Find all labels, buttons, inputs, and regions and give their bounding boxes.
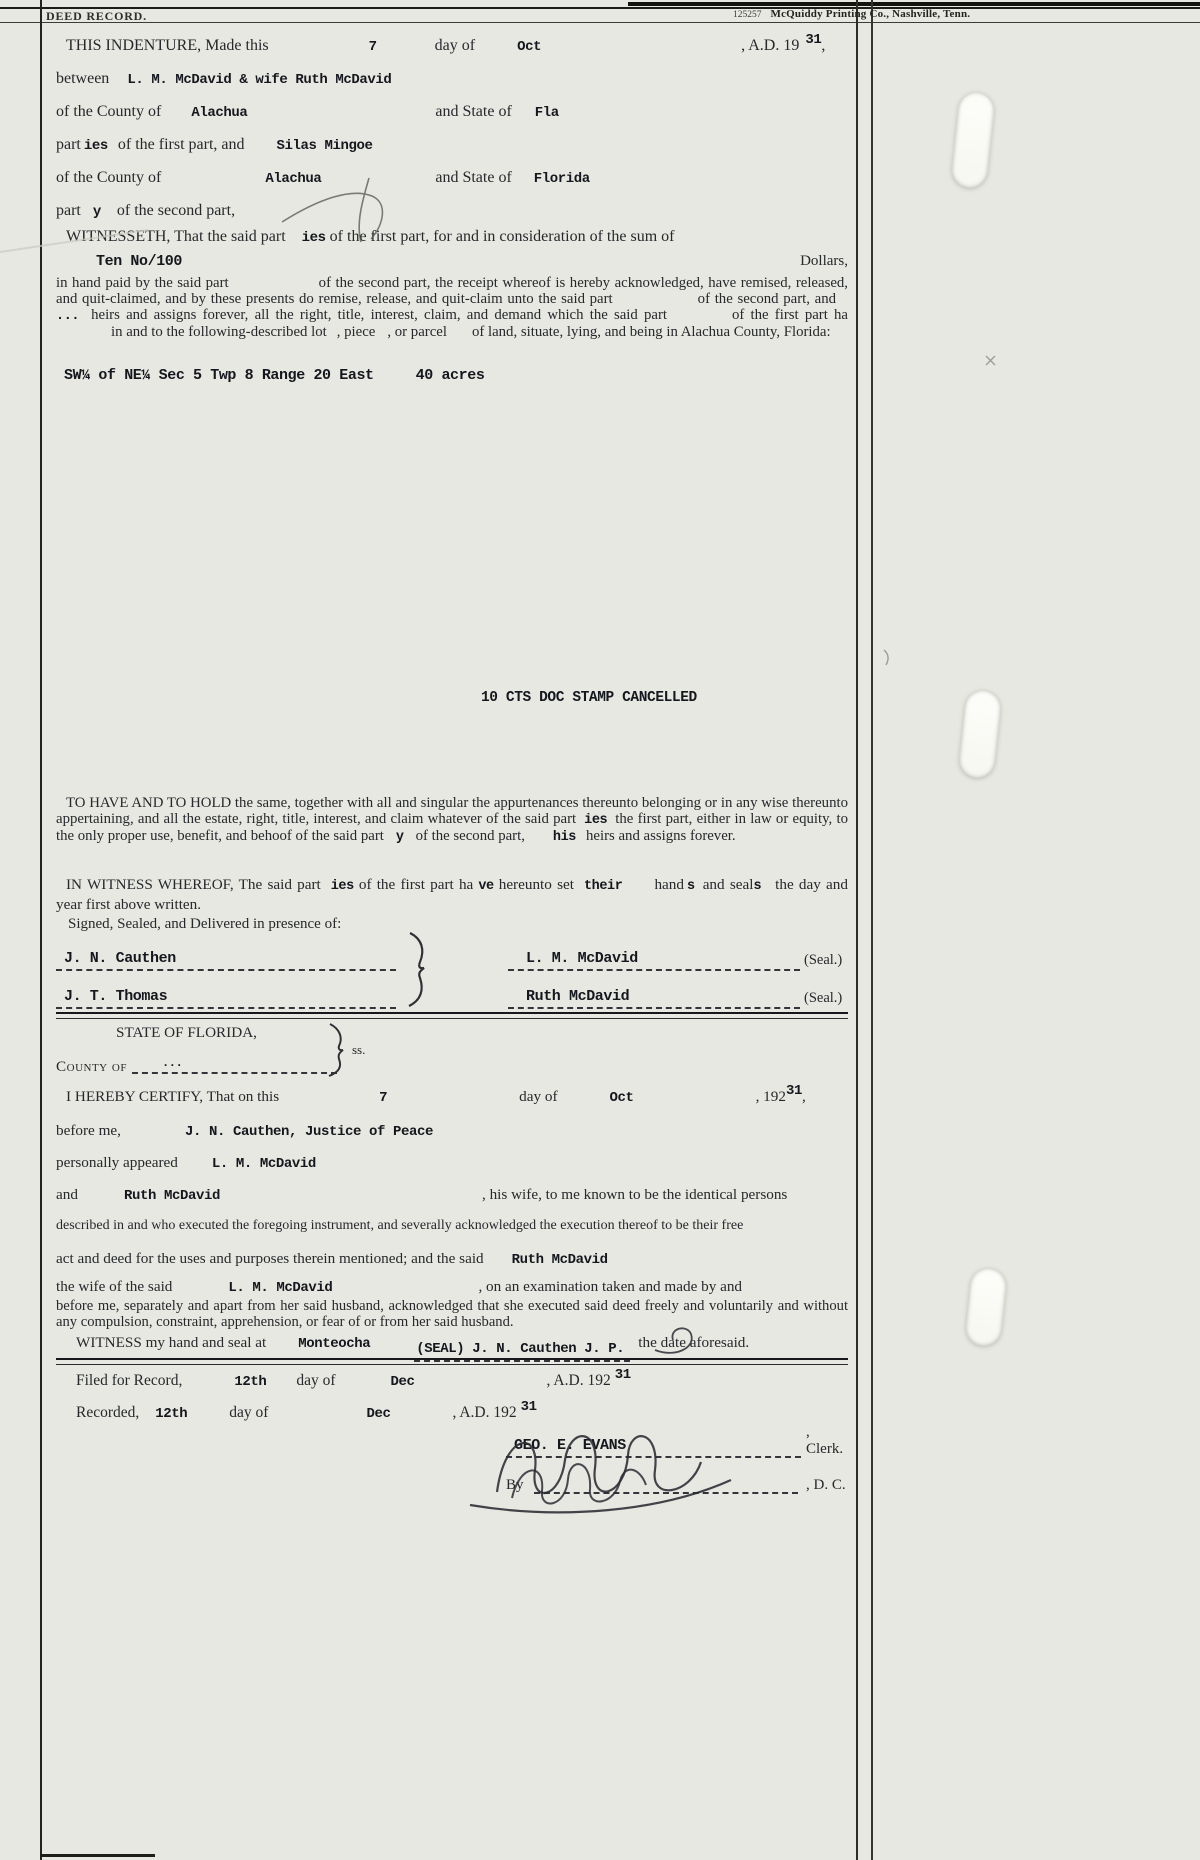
comma: , bbox=[821, 37, 826, 54]
bottom-edge-mark bbox=[40, 1854, 155, 1857]
place-entry: Monteocha bbox=[298, 1336, 371, 1352]
ad-label: , A.D. 19 bbox=[741, 37, 800, 54]
signature-block bbox=[56, 916, 848, 1015]
amount-entry: Ten No/100 bbox=[96, 253, 183, 270]
indenture-label: THIS INDENTURE, Made this bbox=[66, 37, 269, 54]
grantor-signature-line bbox=[508, 969, 800, 971]
para-text: heirs and assigns forever. bbox=[586, 827, 736, 844]
county-entry-2: Alachua bbox=[265, 171, 322, 187]
signature-row bbox=[56, 977, 848, 1015]
year-entry: 31 bbox=[785, 1083, 802, 1099]
wife-rest-label: , his wife, to me known to be the identical persons bbox=[481, 1186, 788, 1203]
stamp-note-line bbox=[56, 688, 848, 706]
county-entry-1: Alachua bbox=[191, 105, 248, 121]
margin-marks bbox=[884, 356, 995, 665]
county-of-label: County of bbox=[56, 1058, 127, 1075]
opening-section bbox=[56, 30, 848, 228]
witnesseth-label: WITNESSETH, That the said part bbox=[66, 228, 286, 245]
part-entry: ies bbox=[301, 230, 326, 246]
witness-signature-line bbox=[56, 1007, 396, 1009]
year-entry: 31 bbox=[805, 32, 822, 48]
exam-label: , on an examination taken and made by and bbox=[478, 1278, 743, 1295]
officer-seal-entry: (SEAL) J. N. Cauthen J. P. bbox=[416, 1341, 625, 1357]
dc-label: , D. C. bbox=[806, 1477, 846, 1493]
acknowledgment-section bbox=[56, 1024, 848, 1364]
binder-hole bbox=[964, 1266, 1008, 1347]
certify-label: I HEREBY CERTIFY, That on this bbox=[66, 1088, 280, 1105]
s-entry: s bbox=[753, 879, 762, 894]
para-text: of the first part ha bbox=[732, 306, 848, 323]
officer-entry: J. N. Cauthen, Justice of Peace bbox=[184, 1124, 433, 1140]
witnesseth-rest: of the first part, for and in consideration of the sum of bbox=[329, 228, 675, 245]
first-part-line bbox=[56, 129, 848, 162]
para-text: of the second part, and bbox=[697, 290, 836, 307]
clerk-label: , Clerk. bbox=[806, 1424, 844, 1457]
consideration-paragraph bbox=[56, 276, 848, 341]
filed-month-entry: Dec bbox=[390, 1374, 415, 1390]
filed-line bbox=[56, 1367, 848, 1390]
described-line bbox=[56, 1218, 848, 1234]
grantor-signature-line bbox=[508, 1007, 800, 1009]
deputy-line bbox=[56, 1466, 848, 1502]
and-label: and bbox=[56, 1186, 78, 1203]
witness-signature-1: J. N. Cauthen bbox=[64, 950, 176, 967]
acreage-entry: 40 acres bbox=[415, 367, 485, 384]
said-wife-entry: Ruth McDavid bbox=[511, 1252, 608, 1268]
para-text: the first part, either in law or equity, to the only proper use, benefit, and behoof of the said part bbox=[56, 810, 848, 844]
heirs-fill-entry: ... bbox=[56, 308, 80, 324]
top-rule-2 bbox=[0, 22, 1200, 23]
act-deed-label: act and deed for the uses and purposes therein mentioned; and the said bbox=[56, 1250, 484, 1267]
exam-paragraph bbox=[56, 1298, 848, 1330]
ad-label: , A.D. 192 bbox=[452, 1404, 517, 1421]
testimonium-paragraph bbox=[56, 876, 848, 913]
appeared-line bbox=[56, 1154, 848, 1172]
witness-at-label: WITNESS my hand and seal at bbox=[76, 1334, 267, 1351]
wife-entry: Ruth McDavid bbox=[123, 1188, 220, 1204]
month-entry: Oct bbox=[517, 39, 542, 55]
para-text: IN WITNESS WHEREOF, The said part bbox=[66, 876, 321, 893]
their-entry: their bbox=[583, 879, 623, 894]
grantors-entry: L. M. McDavid & wife Ruth McDavid bbox=[127, 72, 392, 88]
appeared-label: personally appeared bbox=[56, 1154, 178, 1171]
grantee-entry: Silas Mingoe bbox=[276, 138, 373, 154]
printer-name: McQuiddy Printing Co., Nashville, Tenn. bbox=[770, 8, 971, 20]
between-line bbox=[56, 63, 848, 96]
section-divider bbox=[56, 1358, 848, 1365]
part-label-1: part bbox=[56, 136, 81, 153]
part-entry: ies bbox=[330, 879, 354, 894]
recorded-label: Recorded, bbox=[76, 1404, 140, 1421]
clerk-signature-line bbox=[506, 1456, 801, 1458]
part-entry: y bbox=[395, 829, 404, 845]
second-part-label: of the second part, bbox=[116, 202, 236, 219]
county-fill-entry: ... bbox=[161, 1056, 183, 1070]
seal-label: (Seal.) bbox=[804, 952, 843, 968]
part-entry: ies bbox=[584, 812, 608, 828]
before-me-label: before me, bbox=[56, 1122, 121, 1139]
state-line bbox=[56, 1024, 848, 1057]
para-text: the day and year first above written. bbox=[56, 876, 848, 913]
grantor-signature-1: L. M. McDavid bbox=[526, 950, 638, 967]
para-text: , piece bbox=[336, 323, 376, 340]
habendum-paragraph bbox=[56, 796, 848, 846]
described-text: described in and who executed the foregoing instrument, and severally acknowledged the execution thereof to be their free bbox=[56, 1218, 744, 1233]
appeared-entry: L. M. McDavid bbox=[211, 1156, 316, 1172]
wife-of-label: the wife of the said bbox=[56, 1278, 173, 1295]
left-margin-rule bbox=[40, 0, 42, 1860]
s-entry: s bbox=[686, 879, 695, 894]
filed-year-entry: 31 bbox=[614, 1367, 631, 1383]
state-label-1: and State of bbox=[435, 103, 512, 120]
part-entry-1: ies bbox=[83, 138, 108, 154]
para-text: in and to the following-described lot bbox=[111, 323, 327, 340]
section-divider bbox=[56, 1012, 848, 1019]
clerk-name-entry: GEO. E. EVANS bbox=[514, 1437, 626, 1454]
wife-line bbox=[56, 1186, 848, 1204]
recorded-month-entry: Dec bbox=[366, 1406, 391, 1422]
seal-label: (Seal.) bbox=[804, 990, 843, 1006]
amount-line bbox=[56, 253, 848, 270]
deputy-signature-line bbox=[534, 1492, 798, 1494]
presence-label: Signed, Sealed, and Delivered in presence of: bbox=[68, 916, 342, 932]
witnesseth-line bbox=[56, 224, 848, 251]
ss-label: ss. bbox=[352, 1042, 366, 1057]
filed-label: Filed for Record, bbox=[76, 1372, 183, 1389]
printer-imprint bbox=[733, 8, 970, 20]
recorded-day-entry: 12th bbox=[155, 1406, 188, 1422]
state-label: STATE OF FLORIDA, bbox=[116, 1024, 257, 1041]
county-label-1: of the County of bbox=[56, 103, 162, 120]
filed-day-entry: 12th bbox=[234, 1374, 267, 1390]
day-of-label: day of bbox=[434, 37, 476, 54]
doc-stamp-entry: 10 CTS DOC STAMP CANCELLED bbox=[481, 690, 697, 706]
para-text: hand bbox=[654, 876, 684, 893]
para-text: in hand paid by the said part bbox=[56, 275, 229, 291]
state-label-2: and State of bbox=[435, 169, 512, 186]
signature-row bbox=[56, 939, 848, 977]
year-pre-label: , 192 bbox=[755, 1088, 786, 1105]
ad-label: , A.D. 192 bbox=[546, 1372, 611, 1389]
grantor-signature-2: Ruth McDavid bbox=[526, 988, 630, 1005]
day-of-label: day of bbox=[229, 1404, 269, 1421]
by-label: By bbox=[506, 1477, 524, 1493]
county-line-2 bbox=[56, 162, 848, 195]
clerk-line bbox=[56, 1424, 848, 1466]
witnesseth-section bbox=[56, 224, 848, 251]
para-text: of the second part, bbox=[415, 827, 525, 844]
his-entry: his bbox=[552, 829, 577, 845]
date-aforesaid-label: the date aforesaid. bbox=[638, 1334, 750, 1351]
witness-signature-2: J. T. Thomas bbox=[64, 988, 168, 1005]
top-heavy-bar bbox=[628, 2, 1200, 6]
para-text: , or parcel bbox=[387, 323, 447, 340]
day-entry: 7 bbox=[368, 39, 377, 55]
witness-signature-line bbox=[56, 969, 396, 971]
filing-section bbox=[56, 1367, 848, 1512]
act-deed-line bbox=[56, 1250, 848, 1268]
dollars-label: Dollars, bbox=[800, 253, 848, 269]
indenture-line bbox=[56, 30, 848, 63]
month-entry: Oct bbox=[609, 1090, 634, 1106]
para-text: of the first part ha bbox=[358, 876, 474, 893]
wife-of-line bbox=[56, 1278, 848, 1296]
state-entry-1: Fla bbox=[534, 105, 559, 121]
top-rule bbox=[0, 7, 1200, 9]
legal-description-entry: SW¼ of NE¼ Sec 5 Twp 8 Range 20 East bbox=[64, 367, 374, 384]
state-entry-2: Florida bbox=[533, 171, 590, 187]
right-margin-rule-2 bbox=[871, 0, 873, 1860]
property-description bbox=[56, 366, 848, 384]
between-label: between bbox=[56, 70, 110, 87]
page-title: DEED RECORD. bbox=[46, 9, 147, 23]
husband-entry: L. M. McDavid bbox=[228, 1280, 333, 1296]
witness-seal-line bbox=[56, 1334, 848, 1357]
form-number: 125257 bbox=[733, 10, 762, 20]
before-me-line bbox=[56, 1122, 848, 1140]
para-text: heirs and assigns forever, all the right, title, interest, claim, and demand which the said part bbox=[91, 306, 668, 323]
recorded-line bbox=[56, 1399, 848, 1422]
day-of-label: day of bbox=[296, 1372, 336, 1389]
county-line-1 bbox=[56, 96, 848, 129]
part-label-2: part bbox=[56, 202, 81, 219]
para-text: TO HAVE AND TO HOLD the same, together with all and singular the appurtenances thereunto belonging or in any wise thereunto appertaining, and all the estate, right, title, interest, and claim whatever of the said part bbox=[56, 795, 848, 827]
para-text: hereunto set bbox=[498, 876, 574, 893]
county-label-2: of the County of bbox=[56, 169, 162, 186]
binder-hole bbox=[950, 90, 996, 189]
comma: , bbox=[801, 1088, 806, 1105]
ve-entry: ve bbox=[478, 879, 494, 894]
day-of-label: day of bbox=[519, 1088, 558, 1105]
right-margin-rule bbox=[856, 0, 858, 1860]
day-entry: 7 bbox=[379, 1090, 388, 1106]
first-part-label: of the first part, and bbox=[117, 136, 245, 153]
para-text: of the second part, the receipt whereof is hereby acknowledged, have remised, released, and quit-claimed, and by these presents do remise, release, and quit-claim unto the said part bbox=[56, 275, 848, 307]
recorded-year-entry: 31 bbox=[520, 1399, 537, 1415]
para-text: of land, situate, lying, and being in Alachua County, Florida: bbox=[471, 323, 831, 340]
county-fill-line bbox=[132, 1056, 337, 1074]
part-entry-2: y bbox=[92, 204, 101, 220]
binder-hole bbox=[957, 688, 1002, 779]
county-line bbox=[56, 1058, 848, 1076]
para-text: and seal bbox=[702, 876, 754, 893]
certify-line bbox=[56, 1083, 848, 1106]
exam-rest-text: before me, separately and apart from her said husband, acknowledged that she executed said deed freely and voluntarily and without any compulsion, constraint, apprehension, or fear of or from her said husband. bbox=[56, 1298, 848, 1330]
